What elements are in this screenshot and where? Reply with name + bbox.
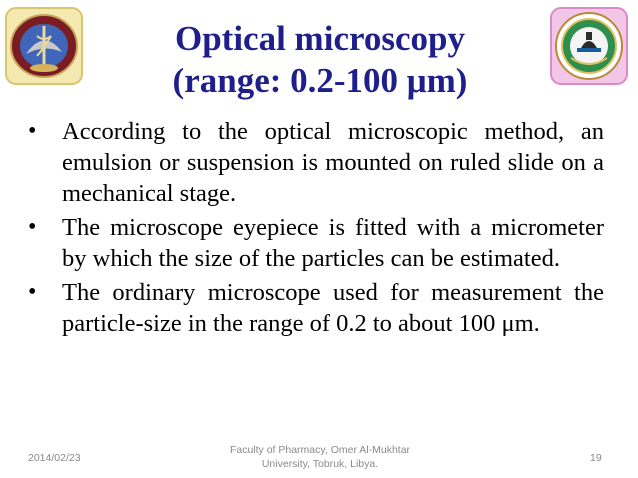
faculty-of-pharmacy-logo [4, 6, 84, 86]
footer-line-2: University, Tobruk, Libya. [261, 458, 379, 470]
bullet-item [28, 277, 604, 339]
bullet-item [28, 116, 604, 209]
footer-line-1: Faculty of Pharmacy, Omer Al-Mukhtar [229, 444, 411, 456]
title-line-2: (range: 0.2-100 μm) [172, 61, 468, 100]
footer-institution [200, 443, 440, 471]
slide-title [100, 18, 540, 102]
bullet-text: The microscope eyepiece is fitted with a micrometer by which the size of the particles can be estimated. [62, 214, 604, 272]
bullet-text: According to the optical microscopic method, an emulsion or suspension is mounted on ruled slide on a mechanical stage. [62, 118, 604, 207]
omer-al-mukhtar-university-logo [549, 6, 629, 86]
title-line-1: Optical microscopy [174, 19, 465, 58]
bullet-symbol: • [28, 279, 37, 305]
bullet-symbol: • [28, 214, 37, 240]
footer-date: 2014/02/23 [28, 452, 81, 464]
page-number: 19 [590, 452, 602, 464]
bullet-list [28, 116, 604, 342]
bullet-symbol: • [28, 118, 37, 144]
bullet-text: The ordinary microscope used for measurement the particle-size in the range of 0.2 to about 100 μm. [62, 279, 604, 337]
bullet-item [28, 212, 604, 274]
